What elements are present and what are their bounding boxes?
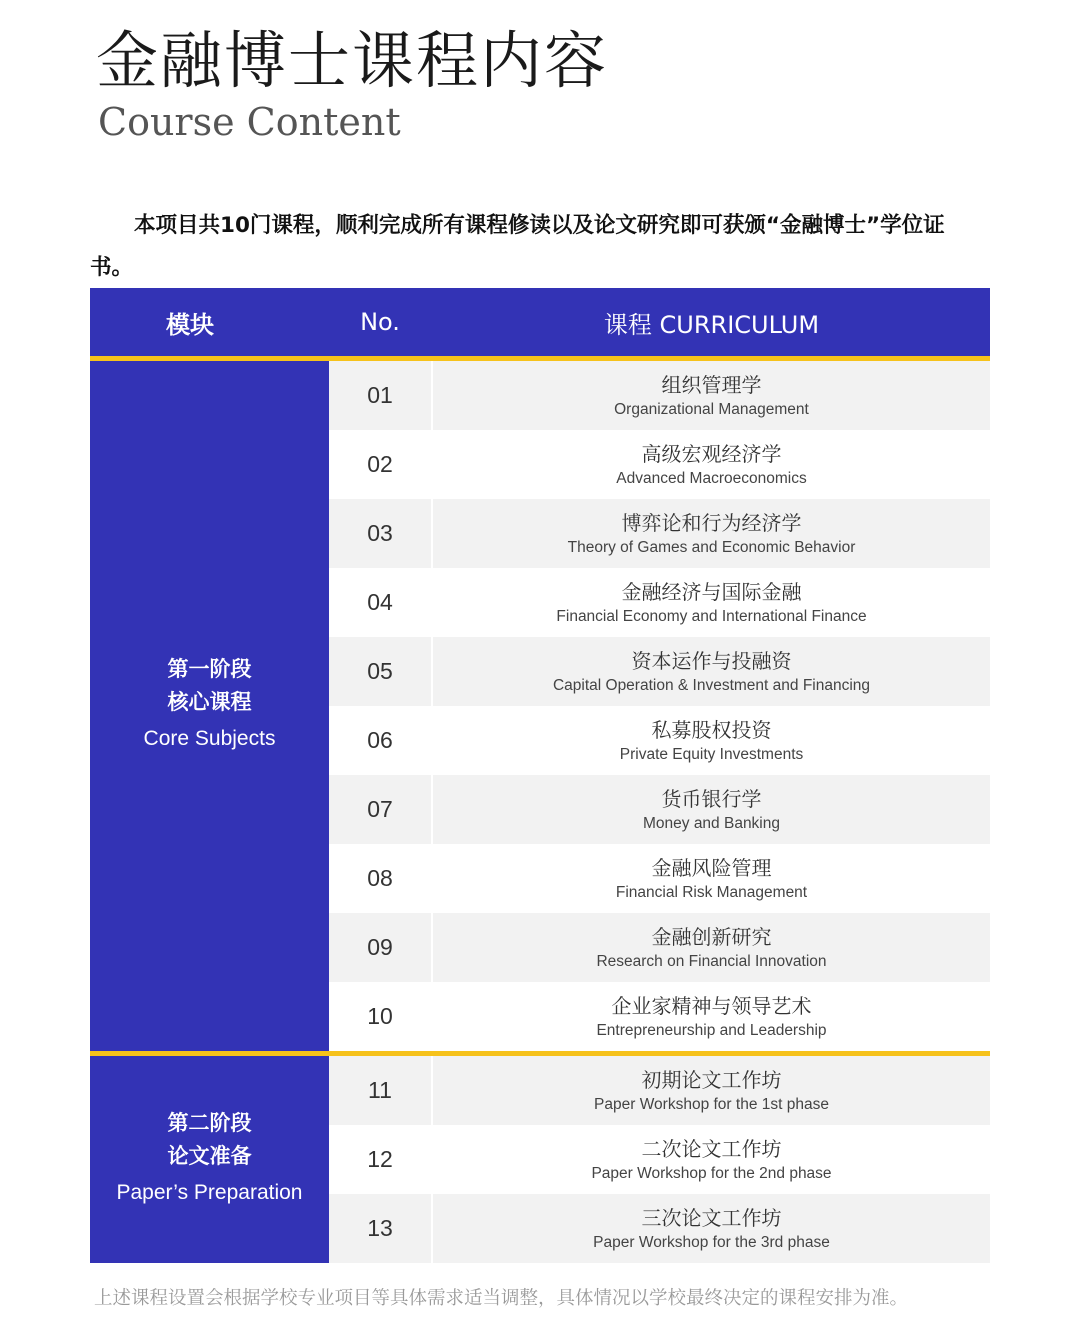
table-row — [329, 430, 990, 499]
table-row — [329, 913, 990, 982]
module-name: 核心课程 — [167, 690, 252, 714]
course-name-en: Theory of Games and Economic Behavior — [567, 538, 856, 556]
course-name-cn: 金融创新研究 — [651, 924, 772, 949]
curriculum-table — [90, 288, 990, 1263]
table-row — [329, 982, 990, 1051]
table-row — [329, 361, 990, 430]
course-number: 07 — [329, 775, 431, 844]
table-row — [329, 775, 990, 844]
course-name-cn: 货币银行学 — [661, 786, 762, 811]
course-name-en: Money and Banking — [642, 814, 780, 832]
course-number: 13 — [329, 1194, 431, 1263]
course-name-cn: 三次论文工作坊 — [641, 1205, 782, 1230]
module-name-en: Paper’s Preparation — [116, 1180, 303, 1204]
course-name-en: Financial Risk Management — [615, 883, 808, 901]
header-curriculum: 课程 CURRICULUM — [603, 310, 820, 339]
course-name-en: Paper Workshop for the 2nd phase — [591, 1164, 832, 1182]
section-paper — [90, 1056, 990, 1263]
intro-paragraph: 本项目共10门课程，顺利完成所有课程修读以及论文研究即可获颁“金融博士”学位证书。 — [90, 212, 945, 280]
page-title: 金融博士课程内容 — [96, 24, 609, 97]
module-cell — [90, 361, 329, 1051]
table-row — [329, 568, 990, 637]
course-name-en: Research on Financial Innovation — [596, 952, 827, 970]
course-number: 10 — [329, 982, 431, 1051]
module-cell — [90, 1056, 329, 1263]
course-name-cn: 企业家精神与领导艺术 — [611, 993, 812, 1018]
course-name-en: Paper Workshop for the 1st phase — [594, 1095, 829, 1113]
course-name-cn: 金融风险管理 — [651, 855, 772, 880]
course-name-cn: 二次论文工作坊 — [641, 1136, 782, 1161]
table-row — [329, 1194, 990, 1263]
module-stage: 第一阶段 — [167, 657, 252, 681]
course-name-en: Organizational Management — [614, 400, 809, 418]
table-row — [329, 637, 990, 706]
course-number: 05 — [329, 637, 431, 706]
course-number: 01 — [329, 361, 431, 430]
course-name-en: Financial Economy and International Finance — [556, 607, 867, 625]
table-row — [329, 844, 990, 913]
header-no: No. — [360, 308, 400, 336]
course-number: 09 — [329, 913, 431, 982]
module-name: 论文准备 — [167, 1143, 252, 1168]
course-name-en: Entrepreneurship and Leadership — [596, 1021, 827, 1039]
module-name-en: Core Subjects — [143, 727, 276, 750]
course-name-en: Capital Operation & Investment and Financing — [552, 676, 871, 694]
module-stage: 第二阶段 — [167, 1110, 252, 1135]
course-name-cn: 资本运作与投融资 — [631, 648, 792, 673]
course-name-en: Paper Workshop for the 3rd phase — [593, 1233, 830, 1251]
course-name-cn: 私募股权投资 — [651, 717, 772, 742]
header-module: 模块 — [166, 310, 214, 339]
footer-note: 上述课程设置会根据学校专业项目等具体需求适当调整，具体情况以学校最终决定的课程安排为准。 — [94, 1288, 909, 1309]
course-number: 11 — [329, 1056, 431, 1125]
course-number: 02 — [329, 430, 431, 499]
table-row — [329, 499, 990, 568]
course-name-cn: 组织管理学 — [661, 372, 762, 397]
table-row — [329, 1125, 990, 1194]
section-core — [90, 361, 990, 1051]
table-header — [90, 288, 990, 356]
course-number: 12 — [329, 1125, 431, 1194]
table-row — [329, 706, 990, 775]
course-name-cn: 博弈论和行为经济学 — [621, 510, 802, 535]
course-name-cn: 初期论文工作坊 — [641, 1067, 782, 1092]
course-number: 03 — [329, 499, 431, 568]
course-name-en: Private Equity Investments — [619, 745, 804, 763]
table-row — [329, 1056, 990, 1125]
page-subtitle: Course Content — [98, 100, 401, 144]
course-name-en: Advanced Macroeconomics — [616, 469, 807, 487]
course-name-cn: 高级宏观经济学 — [641, 441, 782, 466]
course-name-cn: 金融经济与国际金融 — [621, 579, 802, 604]
course-number: 04 — [329, 568, 431, 637]
course-number: 08 — [329, 844, 431, 913]
course-number: 06 — [329, 706, 431, 775]
